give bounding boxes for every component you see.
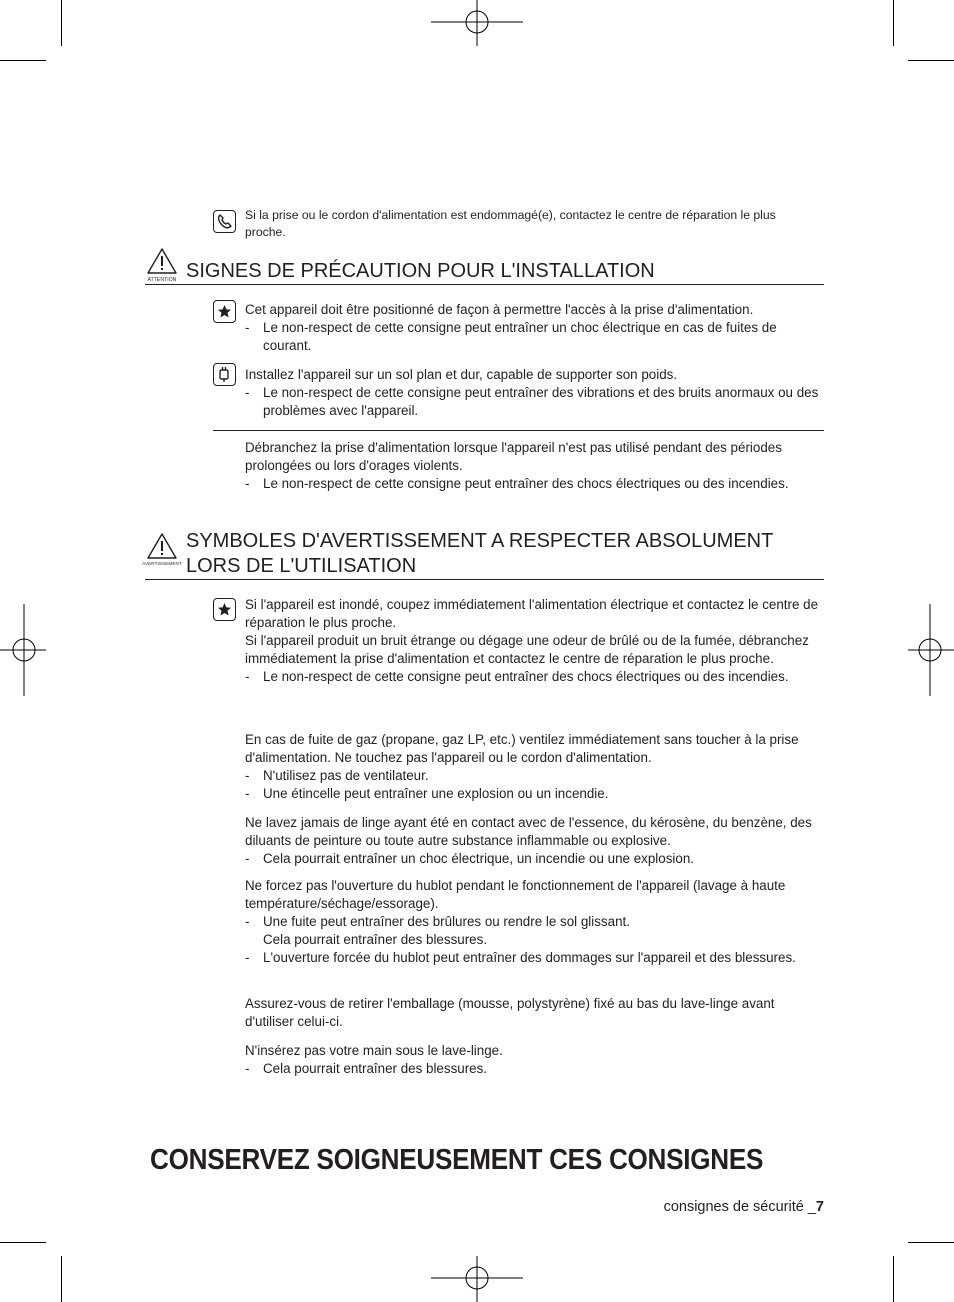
- list-item: - Le non-respect de cette consigne peut entraîner des chocs électriques ou des incendies.: [245, 476, 789, 491]
- section1-item2: Installez l'appareil sur un sol plan et dur, capable de supporter son poids. - Le non-respect de cette consigne peut entraîner des vibrations et des bruits anormaux ou des problèmes avec l'appareil.: [245, 366, 825, 420]
- list-item: - Cela pourrait entraîner un choc électrique, un incendie ou une explosion.: [245, 851, 695, 866]
- page-footer: [560, 1197, 824, 1217]
- list-item: - Cela pourrait entraîner des blessures.: [245, 1061, 488, 1076]
- footer-text: consignes de sécurité _: [663, 1199, 816, 1215]
- registration-mark-bottom: [431, 1256, 523, 1302]
- registration-mark-left: [0, 604, 46, 696]
- warning-triangle-icon: [146, 532, 178, 560]
- section1-divider: [213, 430, 824, 431]
- list-item: - N'utilisez pas de ventilateur.: [245, 768, 429, 783]
- page-number: 7: [815, 1199, 824, 1215]
- list-item: - Une fuite peut entraîner des brûlures ou rendre le sol glissant. Cela pourrait entraîner des blessures.: [245, 914, 630, 947]
- section1-rule: [145, 284, 824, 285]
- list-item: - Une étincelle peut entraîner une explosion ou un incendie.: [245, 786, 609, 801]
- warning-icon-label: AVERTISSEMENT: [142, 561, 182, 566]
- section2-title-line2: LORS DE L'UTILISATION: [186, 555, 417, 577]
- section1-title: SIGNES DE PRÉCAUTION POUR L'INSTALLATION: [186, 260, 655, 282]
- star-icon: [213, 300, 236, 323]
- section2-item6: N'insérez pas votre main sous le lave-linge. - Cela pourrait entraîner des blessures.: [245, 1042, 825, 1078]
- section2-item5: Assurez-vous de retirer l'emballage (mousse, polystyrène) fixé au bas du lave-linge avant d'utiliser celui-ci.: [245, 996, 775, 1029]
- section2-title-line1: SYMBOLES D'AVERTISSEMENT A RESPECTER ABSOLUMENT: [186, 530, 774, 552]
- star-icon: [213, 598, 236, 621]
- big-title: CONSERVEZ SOIGNEUSEMENT CES CONSIGNES: [150, 1144, 764, 1176]
- plug-icon: [213, 363, 236, 386]
- section2-item1: Si l'appareil est inondé, coupez immédiatement l'alimentation électrique et contactez le centre de réparation le plus proche. Si l'appareil produit un bruit étrange ou dégage une odeur de brûlé ou de la fumée, débranchez immédiatement la prise d'alimentation et contactez le centre de réparation le plus proche. - Le non-respect de cette consigne peut entraîner des chocs électriques ou des incendies.: [245, 596, 825, 686]
- list-item: - Le non-respect de cette consigne peut entraîner un choc électrique en cas de fuites de courant.: [245, 320, 777, 353]
- section2-item4: Ne forcez pas l'ouverture du hublot pendant le fonctionnement de l'appareil (lavage à haute température/séchage/essorage). - Une fuite peut entraîner des brûlures ou rendre le sol glissant. Cela pourrait entraîner des blessures. - L'ouverture forcée du hublot peut entraîner des dommages sur l'appareil et des blessures.: [245, 877, 825, 967]
- section2-item3: Ne lavez jamais de linge ayant été en contact avec de l'essence, du kérosène, du benzène, des diluants de peinture ou toute autre substance inflammable ou explosive. - Cela pourrait entraîner un choc électrique, un incendie ou une explosion.: [245, 814, 825, 868]
- note-top-text: Si la prise ou le cordon d'alimentation est endommagé(e), contactez le centre de réparation le plus proche.: [245, 208, 776, 239]
- caution-icon-label: ATTENTION: [147, 277, 177, 283]
- section2-item2: En cas de fuite de gaz (propane, gaz LP, etc.) ventilez immédiatement sans toucher à la prise d'alimentation. Ne touchez pas l'appareil ou le cordon d'alimentation. - N'utilisez pas de ventilateur. - Une étincelle peut entraîner une explosion ou un incendie.: [245, 731, 825, 803]
- registration-mark-right: [908, 604, 954, 696]
- section1-item1: Cet appareil doit être positionné de façon à permettre l'accès à la prise d'alimentation. - Le non-respect de cette consigne peut entraîner un choc électrique en cas de fuites de courant.: [245, 301, 825, 355]
- section2-rule: [145, 579, 824, 580]
- phone-icon: [213, 210, 236, 233]
- caution-triangle-icon: [146, 247, 178, 275]
- list-item: - Le non-respect de cette consigne peut entraîner des chocs électriques ou des incendies.: [245, 669, 789, 684]
- list-item: - Le non-respect de cette consigne peut entraîner des vibrations et des bruits anormaux ou des problèmes avec l'appareil.: [245, 385, 819, 418]
- list-item: - L'ouverture forcée du hublot peut entraîner des dommages sur l'appareil et des blessures.: [245, 950, 796, 965]
- section1-item3: Débranchez la prise d'alimentation lorsque l'appareil n'est pas utilisé pendant des périodes prolongées ou lors d'orages violents. - Le non-respect de cette consigne peut entraîner des chocs électriques ou des incendies.: [245, 439, 825, 493]
- registration-mark-top: [431, 0, 523, 46]
